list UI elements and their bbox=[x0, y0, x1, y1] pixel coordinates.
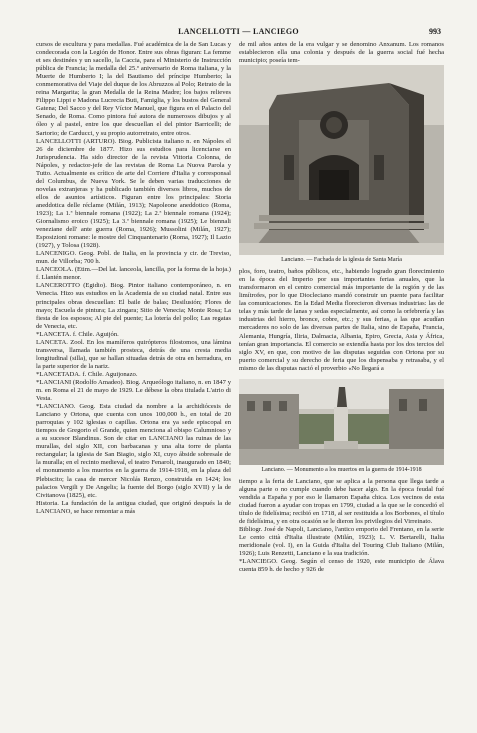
entry-paragraph: LANCEOLA. (Etim.—Del lat. lanceola, lancilla, por la forma de la hoja.) f. Llantén menor. bbox=[36, 266, 231, 282]
entry-paragraph: *LANCIANI (Rodolfo Amadeo). Biog. Arqueólogo italiano, n. en 1847 y m. en Roma el 21 de mayo de 1929. Le débese la obra titulada L'atrio di Vesta. bbox=[36, 378, 231, 403]
entry-paragraph: *LANCIEGO. Geog. Según el censo de 1920, este municipio de Álava cuenta 859 h. de hecho y 926 de bbox=[239, 558, 444, 574]
entry-paragraph: *LANCETA. f. Chile. Aguijón. bbox=[36, 330, 119, 338]
church-facade-photo bbox=[239, 65, 444, 255]
entry-paragraph: LANCETA. Zool. En los mamíferos quirópteros filostomos, una lámina transversa, llamada también prosteca, detrás de una cresta media longitudinal (silla), que se hallan situadas detrás de otra en herradura, en la parte superior de la nariz. bbox=[36, 338, 231, 370]
page-header bbox=[0, 27, 477, 41]
right-column bbox=[239, 41, 444, 721]
entry-paragraph: *LANCETADA. f. Chile. Aguijonazo. bbox=[36, 370, 138, 378]
entry-paragraph: Historia. La fundación de la antigua ciudad, que originó después la de LANCIANO, se hace remontar a más bbox=[36, 499, 231, 515]
entry-paragraph: cursos de escultura y para medallas. Fué académica de la de San Lucas y condecorada con la Legión de Honor. Entre sus obras figuran: La femme et ses destinées y un sacello, la Caccia, para el Ministerio de Instrucción pública de Francia; la medalla del 25.º aniversario de Roma italiana, y la Muerte de Humberto I; la del Bautismo del príncipe Humberto; la conmemorativa del Viaje del duque de los Abruzzos al Polo; Retrato de la reina Margarita; la gran Medalla de la Reina Madre; los bajos relieves Filippo Lippi e Madona Lucrecia Buti, Famiglia, y los bustos del General Gatena; Del Sacco y del Rey Víctor Manuel, que figura en el Palacio del Senado, de Roma. Como pintora fué autora de numerosos dibujos y al óleo y al pastel, entre los que descuellan el del pintor Barricelli; de Sartorio; de Carducci, y su propio autorretrato, entre otros. bbox=[36, 41, 231, 137]
entry-paragraph: Bibliogr. José de Napoli, Lanciano, l'antico emporio del Frentano, en la serie Le cento città d'Italia illustrate (Milán, 1923); L. V. Bertarelli, Italia meridionale (vol. I), en la Guida d'Italia del Touring Club Italiano (Milán, 1926); Luis Renzetti, Lanciano e la sua tradición. bbox=[239, 526, 444, 558]
war-monument-photo bbox=[239, 379, 444, 465]
entry-paragraph: *LANCIANO. Geog. Esta ciudad da nombre a la archidiócesis de Lanciano y Ortona, que cuenta con unos 100,000 h., en total de 20 parroquias y 102 iglesias o capillas. Ortona era ya sede episcopal en tiempos de Gregorio el Grande, quien menciona al obispo Calumnioso y a su sucesor Blandinus. Son de citar en LANCIANO las ruinas de las murallas, del siglo XII, con barbacanas y una alta torre de planta rectangular; la iglesia de San Biagio, siglo XI, cuyo ábside sobresale de la muralla; en el recinto medieval, el teatro Fenaroli, inaugurado en 1840; el monumento a los muertos en la guerra de 1914-1918, en la plaza del Plebiscito; la casa de mercer Nicolás Renzo, construida en 1424; los palacios Vergili y De Angelis; la fuente del Borgo (siglo XVII) y la de Civitanova (1825), etc. bbox=[36, 403, 231, 499]
header-title: LANCELLOTTI — LANCIEGO bbox=[178, 27, 299, 36]
entry-paragraph: plos, foro, teatro, baños públicos, etc., habiendo logrado gran florecimiento en la época del Imperio por sus importantes ferias anuales, que la transformaron en el centro comercial más importante de la región y de las limítrofes, por lo que Diocleciano mandó construir un puente para facilitar las comunicaciones. En la Edad Media florecieron diversas industrias: las de telas y más tarde de lanas y sedas especialmente, así como la orfebrería y las industrias del hierro, bronce, cobre, etc.; y sus ferias, a las que acudían mercaderes no solo de las diversas partes de Italia, sino de España, Francia, Alemania, Hungría, Iliria, Dalmacia, Albania, Epiro, Grecia, Asia y África, tenían gran importancia. El comercio se extendía hasta por los dos tercios del siglo XV, en que, con motivo de las disputas seguidas con Ortona por su puerto comercial y su derecho de feria que los dispensaba y retrasaba, y el mismo de las disputas nació el proverbio «No llegará a bbox=[239, 268, 444, 372]
photo-caption: Lanciano. — Monumento a los muertos en la guerra de 1914-1918 bbox=[261, 466, 422, 473]
photo-caption: Lanciano. — Fachada de la iglesia de Santa María bbox=[281, 257, 402, 264]
entry-paragraph: LANCEROTTO (Egidio). Biog. Pintor italiano contemporáneo, n. en Venecia. Hizo sus estudios en la Academia de su ciudad natal. Entre sus principales obras descuellan: El baile de balas; Desilusión; Flores de mayo; Escuela de pintura; La zingara; Sitio de Venecia; Monte Rosa; La fiesta de los esposos; Al pie del puente; La lotería del pollo; Las regatas de Venecia, etc. bbox=[36, 282, 231, 330]
entry-paragraph: LANCELLOTTI (ARTURO). Biog. Publicista italiano n. en Nápoles el 26 de diciembre de 1877. Hizo sus estudios para licenciarse en Jurisprudencia. Ha sido director de la revista Vittoria Colonna, de Nápoles, y redactor-jefe de las revistas de Roma La Nuova Parola y Tutto. Actualmente es crítico de arte del Corriere d'Italia y corresponsal del Columbus, de Nueva York. Se le deben varias traducciones de novelas extranjeras y ha publicado también diversos libros, muchos de ellos de asuntos artísticos. Figuran entre los principales: Storia aneddotica delle réclame (Milán, 1913); Napoleone aneddotico (Roma, 1923); La 1.ª biennale romana (1922); La 2.ª biennale romana (1924); Giornalismo eroico (1925); La 3.ª biennale romana (1925); Le biennali veneziane dell' ante guerra (Roma, 1926); Mussolini (Milán, 1927); Esposizioni romane: le mostre del Cinquantenario (Roma, 1927); Il Lazio (1927), y Tolosa (1928). bbox=[36, 137, 231, 250]
left-column bbox=[36, 41, 231, 721]
entry-paragraph: tiempo a la feria de Lanciano, que se aplica a la persona que llega tarde a alguna parte o no cumple cuando debe hacer algo. En la época feudal fué vendida a España y por eso le llamaron España chica. Los vecinos de esta ciudad fueron a ayudar con tropas en 1799, ciudad a la que se le concedió el título de fidelísima; recibió en 1718, al ser restituida a los Borbones, el título de fidelísima, y en otra ocasión se le dieron los privilegios del Virreinato. bbox=[239, 477, 444, 525]
entry-paragraph: LANCENIGO. Geog. Pobl. de Italia, en la provincia y cir. de Treviso, mun. de Villorba; 700 h. bbox=[36, 250, 231, 266]
page-number: 993 bbox=[429, 27, 441, 36]
entry-paragraph: de mil años antes de la era vulgar y se denomino Anxanum. Los romanos establecieron ella una colonia y después de la guerra social fué hecha municipio; poseía tem- bbox=[239, 41, 444, 65]
